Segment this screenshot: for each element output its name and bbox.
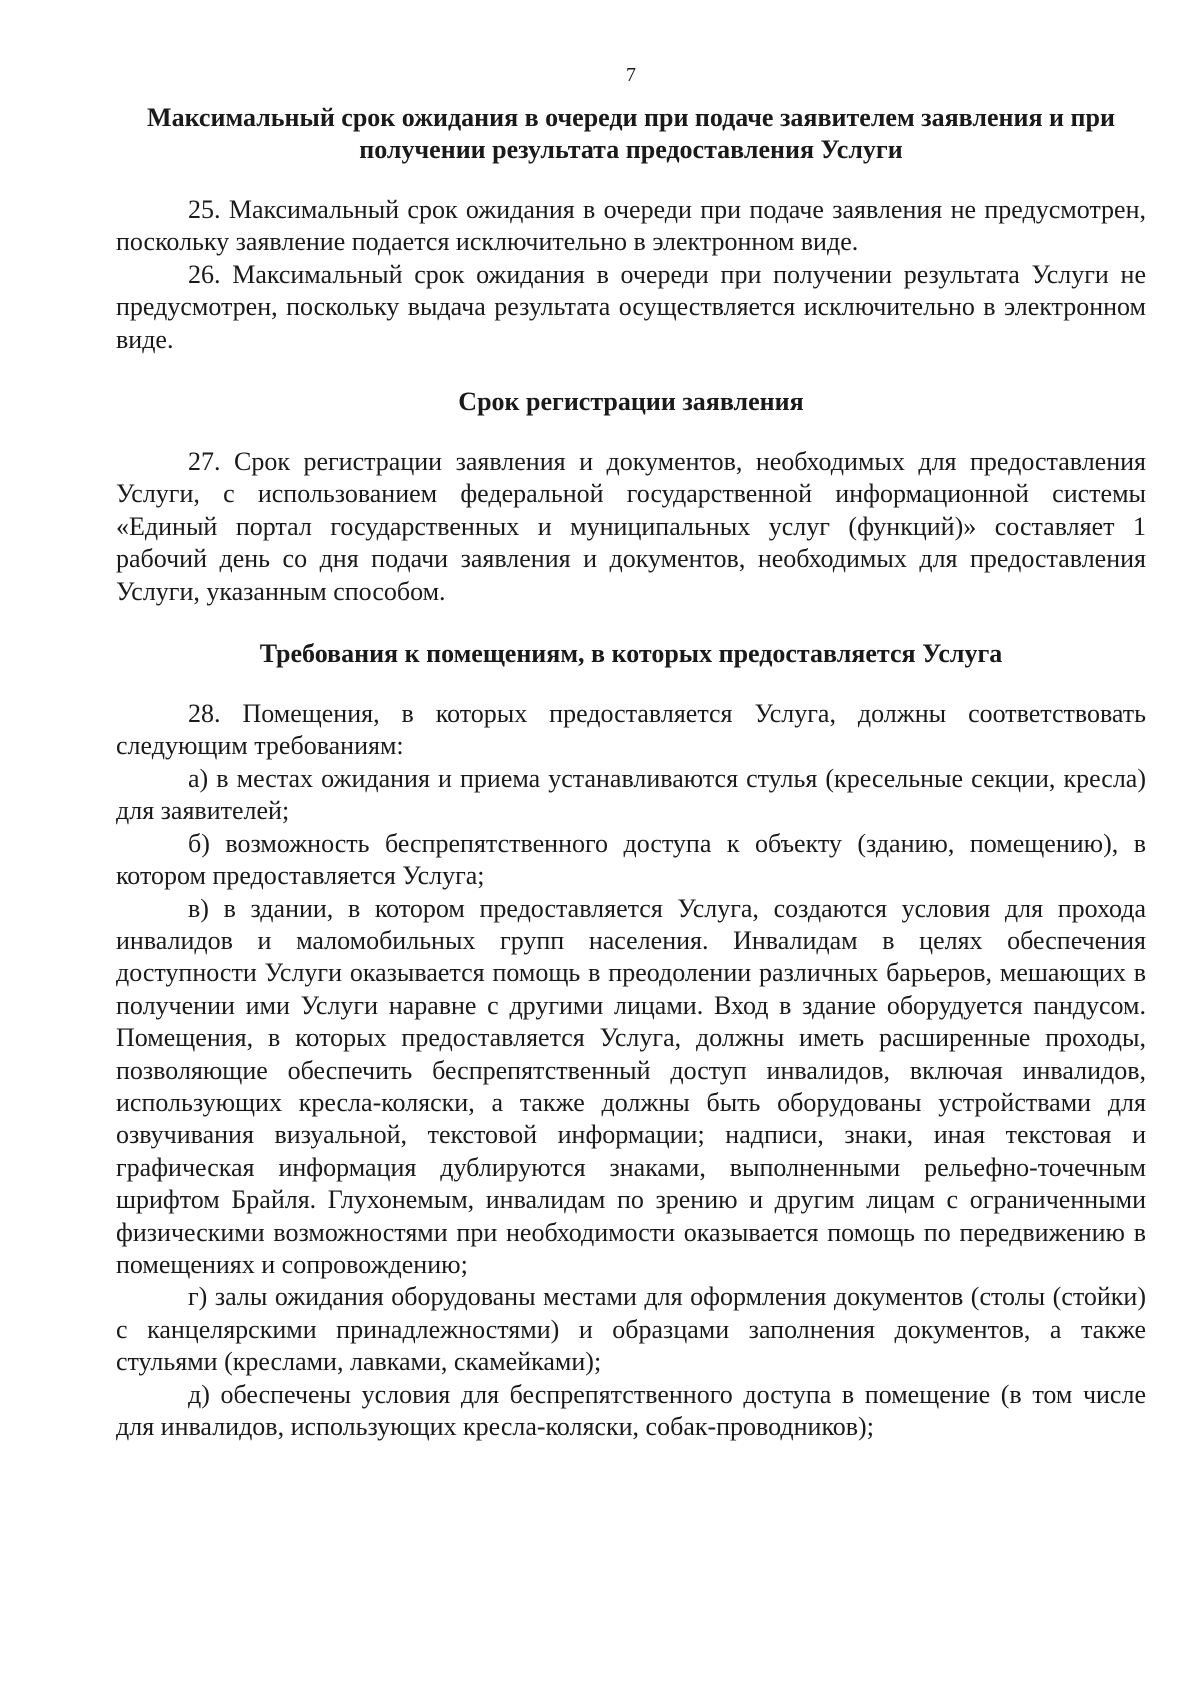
paragraph-25: 25. Максимальный срок ожидания в очереди при подаче заявления не предусмотрен, поскольку заявление подается исключительно в электронном виде. [116,195,1146,257]
list-item-g: г) залы ожидания оборудованы местами для оформления документов (столы (стойки) с канцелярскими принадлежностями) и образцами заполнения документов, а также стульями (креслами, лавками, скамейками); [116,1282,1146,1377]
list-item-v: в) в здании, в котором предоставляется Услуга, создаются условия для прохода инвалидов и маломобильных групп населения. Инвалидам в целях обеспечения доступности Услуги оказывается помощь в преодолении различных барьеров, мешающих в получении ими Услуги наравне с другими лицами. Вход в здание оборудуется пандусом. Помещения, в которых предоставляется Услуга, должны иметь расширенные проходы, позволяющие обеспечить беспрепятственный доступ инвалидов, включая инвалидов, использующих кресла-коляски, а также должны быть оборудованы устройствами для озвучивания визуальной, текстовой информации; надписи, знаки, иная текстовая и графическая информация дублируются знаками, выполненными рельефно-точечным шрифтом Брайля. Глухонемым, инвалидам по зрению и другим лицам с ограниченными физическими возможностями при необходимости оказывается помощь по передвижению в помещениях и сопровождению; [116,893,1146,1279]
list-item-d: д) обеспечены условия для беспрепятственного доступа в помещение (в том числе для инвалидов, использующих кресла-коляски, собак-проводников); [116,1379,1146,1441]
section-registration-time [116,386,1146,608]
list-item-b: б) возможность беспрепятственного доступа к объекту (зданию, помещению), в котором предоставляется Услуга; [116,828,1146,891]
paragraph-28: 28. Помещения, в которых предоставляется Услуга, должны соответствовать следующим требованиям: [116,699,1146,761]
paragraph-26: 26. Максимальный срок ожидания в очереди при получении результата Услуги не предусмотрен, поскольку выдача результата осуществляется исключительно в электронном виде. [116,259,1146,354]
section-heading: Требования к помещениям, в которых предоставляется Услуга [259,639,1003,669]
section-queue-wait-time [116,102,1146,356]
section-heading: Срок регистрации заявления [458,387,804,417]
document-page [116,62,1146,1443]
page-number: 7 [626,64,636,86]
list-item-a: а) в местах ожидания и приема устанавливаются стулья (кресельные секции, кресла) для заявителей; [116,763,1146,826]
paragraph-27: 27. Срок регистрации заявления и документов, необходимых для предоставления Услуги, с использованием федеральной государственной информационной системы «Единый портал государственных и муниципальных услуг (функций)» составляет 1 рабочий день со дня подачи заявления и документов, необходимых для предоставления Услуги, указанным способом. [116,447,1146,606]
section-premises-requirements [116,638,1146,1443]
section-heading: Максимальный срок ожидания в очереди при подаче заявителем заявления и при получении результата предоставления Услуги [147,103,1115,164]
